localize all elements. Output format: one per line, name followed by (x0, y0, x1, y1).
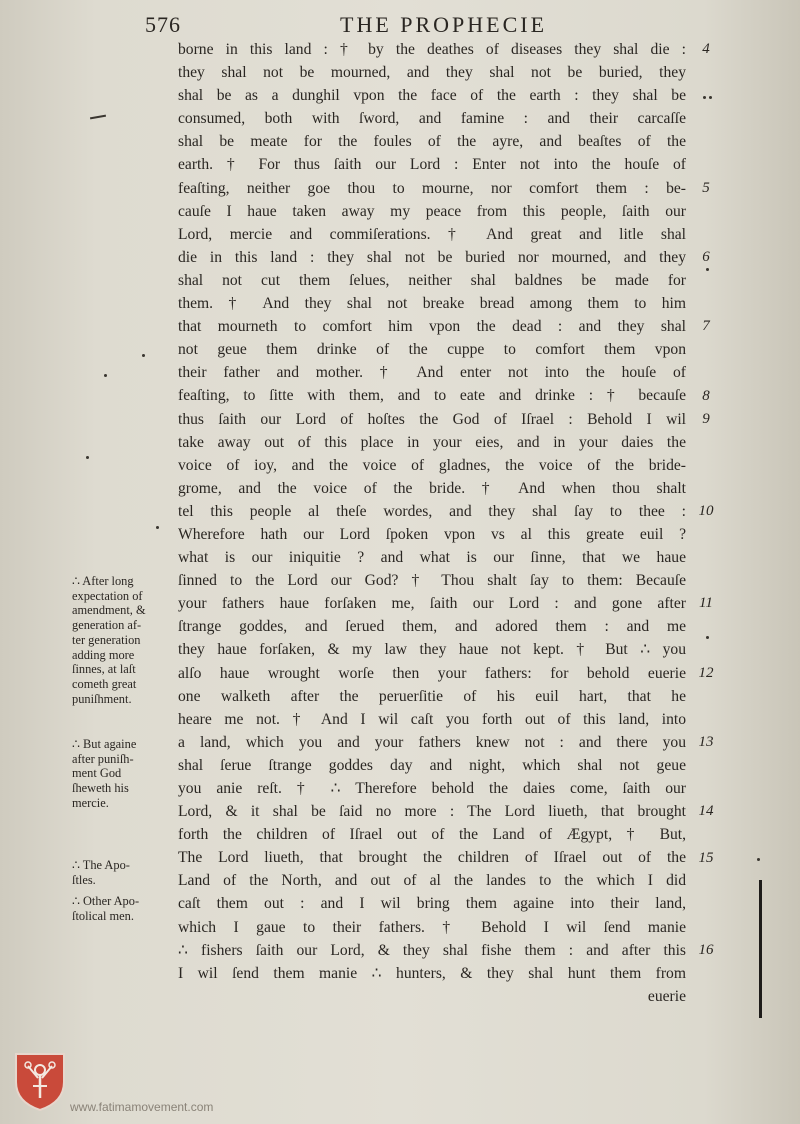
margin-note-line: cometh great (72, 676, 137, 691)
margin-mark (706, 268, 709, 271)
text-line: ſinned to the Lord our God? † Thou shalt ſay to them: Becauſe (178, 572, 686, 590)
verse-number: 15 (698, 849, 714, 866)
verse-number: 4 (702, 41, 710, 57)
text-line: voice of ioy, and the voice of gladnes, the voice of the bride- (178, 456, 686, 474)
text-line: that mourneth to comfort him vpon the dead : and they shal (178, 318, 686, 336)
text-line: what is our iniquitie ? and what is our ſinne, that we haue (178, 549, 686, 567)
margin-mark (709, 96, 712, 99)
text-line: Lord, mercie and commiſerations. † And great and litle shal (178, 225, 686, 243)
text-line: grome, and the voice of the bride. † And when thou shalt (178, 479, 686, 497)
text-line: cauſe I haue taken away my peace from this people, ſaith our (178, 202, 686, 220)
margin-note-line: ſheweth his (72, 781, 129, 796)
margin-note-line: ſinnes, at laſt (72, 662, 136, 677)
margin-note-apostles (72, 858, 176, 887)
margin-note-line: adding more (72, 647, 135, 662)
margin-note-line: expectation of (72, 588, 143, 603)
text-line: shal ſerue ſtrange goddes day and night, which shal not geue (178, 756, 686, 774)
verse-number: 16 (698, 941, 714, 958)
text-line: I wil ſend them manie ∴ hunters, & they shal hunt them from (178, 964, 686, 982)
text-line: thus ſaith our Lord of hoſtes the God of Iſrael : Behold I wil (178, 410, 686, 428)
text-line: feaſting, neither goe thou to mourne, nor comfort them : be- (178, 179, 686, 197)
text-line: borne in this land : † by the deathes of diseases they shal die : (178, 41, 686, 58)
text-line: a land, which you and your fathers knew not : and there you (178, 733, 686, 751)
margin-note-line: puniſhment. (72, 691, 132, 706)
margin-note-line: ſtles. (72, 872, 96, 887)
text-line: Land of the North, and out of al the landes to the which I did (178, 872, 686, 890)
text-line: them. † And they shal not breake bread among them to him (178, 295, 686, 313)
verse-number: 10 (698, 503, 714, 519)
text-line: they haue forſaken, & my law they haue not kept. † But ∴ you (178, 641, 686, 659)
margin-note-mercie (72, 737, 176, 811)
running-title: THE PROPHECIE (340, 12, 548, 37)
text-line: one walketh after the peruerſitie of his euil hart, that he (178, 687, 686, 705)
verse-number: 9 (702, 410, 710, 427)
text-line: take away out of this place in your eies, and in your daies the (178, 433, 686, 451)
text-line: ſtrange goddes, and ſerued them, and adored them : and me (178, 618, 686, 636)
text-line: shal be meate for the foules of the ayre, and beaſtes of the (178, 133, 686, 151)
margin-mark (156, 526, 159, 529)
text-line: which I gaue to their fathers. † Behold I wil ſend manie (178, 918, 686, 936)
text-line: ∴ fishers ſaith our Lord, & they shal fishe them : and after this (178, 941, 686, 959)
margin-note-line: generation af- (72, 618, 142, 633)
margin-mark (104, 374, 107, 377)
text-line: not geue them drinke of the cuppe to comfort them vpon (178, 341, 686, 359)
verse-number: 5 (702, 179, 710, 196)
verse-number: 11 (699, 595, 713, 612)
page-header (145, 12, 745, 40)
margin-note-line: ment God (72, 766, 122, 781)
text-line: Wherefore hath our Lord ſpoken vpon vs al this greate euil ? (178, 525, 686, 543)
margin-note-line: ſtolical men. (72, 908, 134, 923)
text-line: The Lord liueth, that brought the children of Iſrael out of the (178, 849, 686, 867)
text-line: shal be as a dunghil vpon the face of the earth : they shal be (178, 87, 686, 105)
margin-note-line: mercie. (72, 795, 109, 810)
text-line: they shal not be mourned, and they shal not be buried, they (178, 64, 686, 82)
text-line: consumed, both with ſword, and famine : and their carcaſſe (178, 110, 686, 128)
verse-number: 12 (698, 664, 714, 681)
text-line: your fathers haue forſaken me, ſaith our Lord : and gone after (178, 595, 686, 613)
footer-url[interactable]: www.fatimamovement.com (70, 1100, 214, 1114)
text-line: heare me not. † And I wil caſt you forth out of this land, into (178, 710, 686, 728)
margin-note-line: ∴ But againe (72, 737, 137, 751)
margin-mark (703, 96, 706, 99)
margin-mark (86, 456, 89, 459)
text-line: die in this land : they shal not be buried nor mourned, and they (178, 248, 686, 266)
margin-note-punishment (72, 574, 176, 706)
verse-number: 14 (698, 803, 714, 820)
text-line: caſt them out : and I wil bring them againe into their land, (178, 895, 686, 913)
body-text (178, 38, 686, 1008)
text-line: Lord, & it shal be ſaid no more : The Lord liueth, that brought (178, 803, 686, 821)
margin-note-line: ∴ The Apo- (72, 858, 130, 872)
margin-mark (90, 115, 106, 120)
text-line: alſo haue wrought worſe then your fathers: for behold euerie (178, 664, 686, 682)
text-line: forth the children of Iſrael out of the Land of Ægypt, † But, (178, 826, 686, 844)
text-line: you anie reſt. † ∴ Therefore behold the daies come, ſaith our (178, 780, 686, 797)
margin-note-line: after puniſh- (72, 751, 134, 766)
text-line: their father and mother. † And enter not into the houſe of (178, 364, 686, 382)
verse-number: 13 (698, 734, 714, 750)
margin-note-apostolical-men (72, 894, 176, 923)
margin-note-line: ∴ Other Apo- (72, 894, 140, 908)
text-line: euerie (647, 987, 686, 1005)
verse-number: 6 (702, 248, 710, 265)
right-margin-rule (759, 880, 762, 1018)
text-line: tel this people al theſe wordes, and they shal ſay to thee : (178, 502, 686, 520)
margin-mark (757, 858, 760, 861)
verse-number: 7 (702, 318, 710, 335)
margin-note-line: ter generation (72, 632, 141, 647)
margin-mark (706, 636, 709, 639)
page-number: 576 (145, 12, 181, 37)
fatima-movement-shield-icon (14, 1052, 66, 1112)
text-line: feaſting, to ſitte with them, and to eate and drinke : † becauſe (178, 387, 686, 405)
text-line: earth. † For thus ſaith our Lord : Enter not into the houſe of (178, 156, 686, 174)
text-line: shal not cut them ſelues, neither shal baldnes be made for (178, 271, 686, 289)
margin-note-line: ∴ After long (72, 574, 134, 588)
margin-note-line: amendment, & (72, 603, 146, 618)
margin-mark (142, 354, 145, 357)
verse-number: 8 (702, 387, 710, 404)
